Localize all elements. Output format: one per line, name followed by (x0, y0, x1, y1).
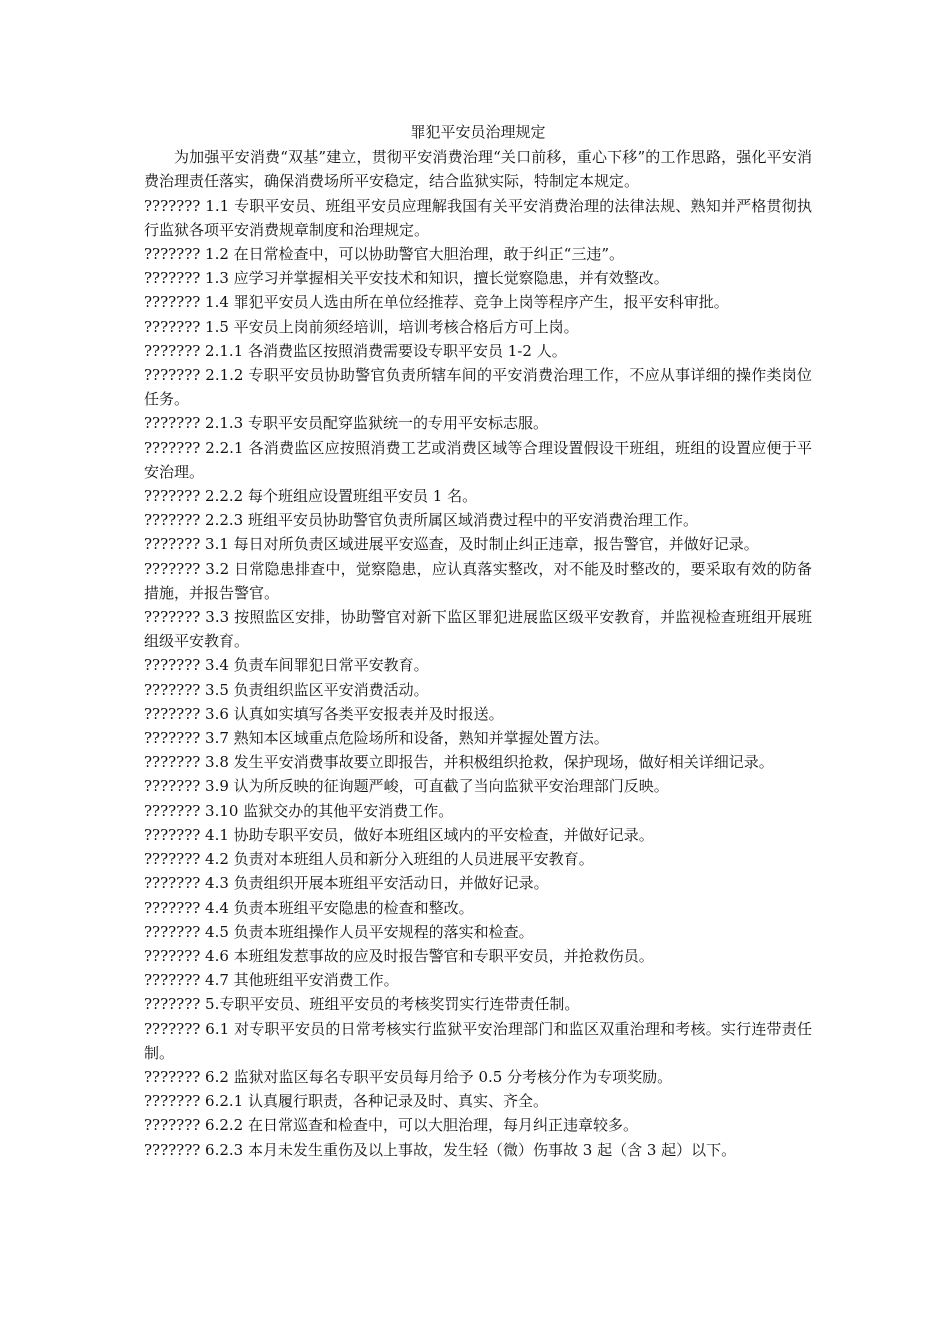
clause-paragraph: ??????? 4.1 协助专职平安员，做好本班组区域内的平安检查，并做好记录。 (144, 825, 654, 844)
clause-paragraph: ??????? 5.专职平安员、班组平安员的考核奖罚实行连带责任制。 (144, 995, 580, 1014)
clause-paragraph: ??????? 1.3 应学习并掌握相关平安技术和知识，擅长觉察隐患，并有效整改。 (144, 269, 669, 288)
clause-paragraph: ??????? 4.3 负责组织开展本班组平安活动日，并做好记录。 (144, 874, 549, 893)
clause-paragraph: ??????? 3.10 监狱交办的其他平安消费工作。 (144, 801, 454, 820)
clause-paragraph: ??????? 6.1 对专职平安员的日常考核实行监狱平安治理部门和监区双重治理和考核。实行连带责任制。 (144, 1019, 812, 1062)
clause-paragraph: ??????? 1.1 专职平安员、班组平安员应理解我国有关平安消费治理的法律法规、熟知并严格贯彻执行监狱各项平安消费规章制度和治理规定。 (144, 196, 812, 239)
clause-paragraph: ??????? 3.6 认真如实填写各类平安报表并及时报送。 (144, 704, 504, 723)
clause-paragraph: ??????? 2.1.2 专职平安员协助警官负责所辖车间的平安消费治理工作，不应从事详细的操作类岗位任务。 (144, 366, 812, 409)
clause-paragraph: ??????? 4.7 其他班组平安消费工作。 (144, 971, 399, 990)
paragraph-list (144, 194, 812, 1162)
clause-paragraph: ??????? 3.3 按照监区安排，协助警官对新下监区罪犯进展监区级平安教育，并监视检查班组开展班组级平安教育。 (144, 608, 812, 651)
clause-paragraph: ??????? 6.2 监狱对监区每名专职平安员每月给予 0.5 分考核分作为专项奖励。 (144, 1067, 673, 1086)
document-body (144, 120, 812, 1162)
clause-paragraph: ??????? 2.2.1 各消费监区应按照消费工艺或消费区域等合理设置假设干班组，班组的设置应便于平安治理。 (144, 438, 812, 481)
clause-paragraph: ??????? 3.4 负责车间罪犯日常平安教育。 (144, 656, 429, 675)
clause-paragraph: ??????? 2.1.3 专职平安员配穿监狱统一的专用平安标志服。 (144, 414, 548, 433)
clause-paragraph: ??????? 6.2.3 本月未发生重伤及以上事故，发生轻（微）伤事故 3 起（含 3 起）以下。 (144, 1140, 737, 1159)
clause-paragraph: ??????? 4.4 负责本班组平安隐患的检查和整改。 (144, 898, 474, 917)
clause-paragraph: ??????? 4.6 本班组发惹事故的应及时报告警官和专职平安员，并抢救伤员。 (144, 946, 654, 965)
clause-paragraph: ??????? 3.8 发生平安消费事故要立即报告，并积极组织抢救，保护现场，做好相关详细记录。 (144, 753, 774, 772)
clause-paragraph: ??????? 3.9 认为所反映的征询题严峻，可直截了当向监狱平安治理部门反映。 (144, 777, 669, 796)
clause-paragraph: ??????? 6.2.2 在日常巡查和检查中，可以大胆治理，每月纠正违章较多。 (144, 1116, 638, 1135)
clause-paragraph: ??????? 1.4 罪犯平安员人选由所在单位经推荐、竞争上岗等程序产生，报平安科审批。 (144, 293, 729, 312)
clause-paragraph: ??????? 3.1 每日对所负责区域进展平安巡查，及时制止纠正违章，报告警官，并做好记录。 (144, 535, 759, 554)
clause-paragraph: ??????? 2.1.1 各消费监区按照消费需要设专职平安员 1-2 人。 (144, 341, 567, 360)
document-title: 罪犯平安员治理规定 (410, 123, 546, 141)
clause-paragraph: ??????? 2.2.3 班组平安员协助警官负责所属区域消费过程中的平安消费治理工作。 (144, 511, 698, 530)
clause-paragraph: ??????? 6.2.1 认真履行职责，各种记录及时、真实、齐全。 (144, 1092, 548, 1111)
clause-paragraph: ??????? 1.2 在日常检查中，可以协助警官大胆治理，敢于纠正“三违”。 (144, 245, 625, 264)
clause-paragraph: ??????? 3.5 负责组织监区平安消费活动。 (144, 680, 429, 699)
clause-paragraph: ??????? 3.7 熟知本区域重点危险场所和设备，熟知并掌握处置方法。 (144, 729, 609, 748)
clause-paragraph: ??????? 2.2.2 每个班组应设置班组平安员 1 名。 (144, 487, 478, 506)
clause-paragraph: ??????? 3.2 日常隐患排查中，觉察隐患，应认真落实整改，对不能及时整改的，要采取有效的防备措施，并报告警官。 (144, 559, 812, 602)
intro-paragraph: 为加强平安消费“双基”建立，贯彻平安消费治理“关口前移，重心下移”的工作思路，强化平安消费治理责任落实，确保消费场所平安稳定，结合监狱实际，特制定本规定。 (144, 148, 812, 191)
clause-paragraph: ??????? 4.5 负责本班组操作人员平安规程的落实和检查。 (144, 922, 534, 941)
clause-paragraph: ??????? 1.5 平安员上岗前须经培训，培训考核合格后方可上岗。 (144, 317, 579, 336)
clause-paragraph: ??????? 4.2 负责对本班组人员和新分入班组的人员进展平安教育。 (144, 850, 594, 869)
